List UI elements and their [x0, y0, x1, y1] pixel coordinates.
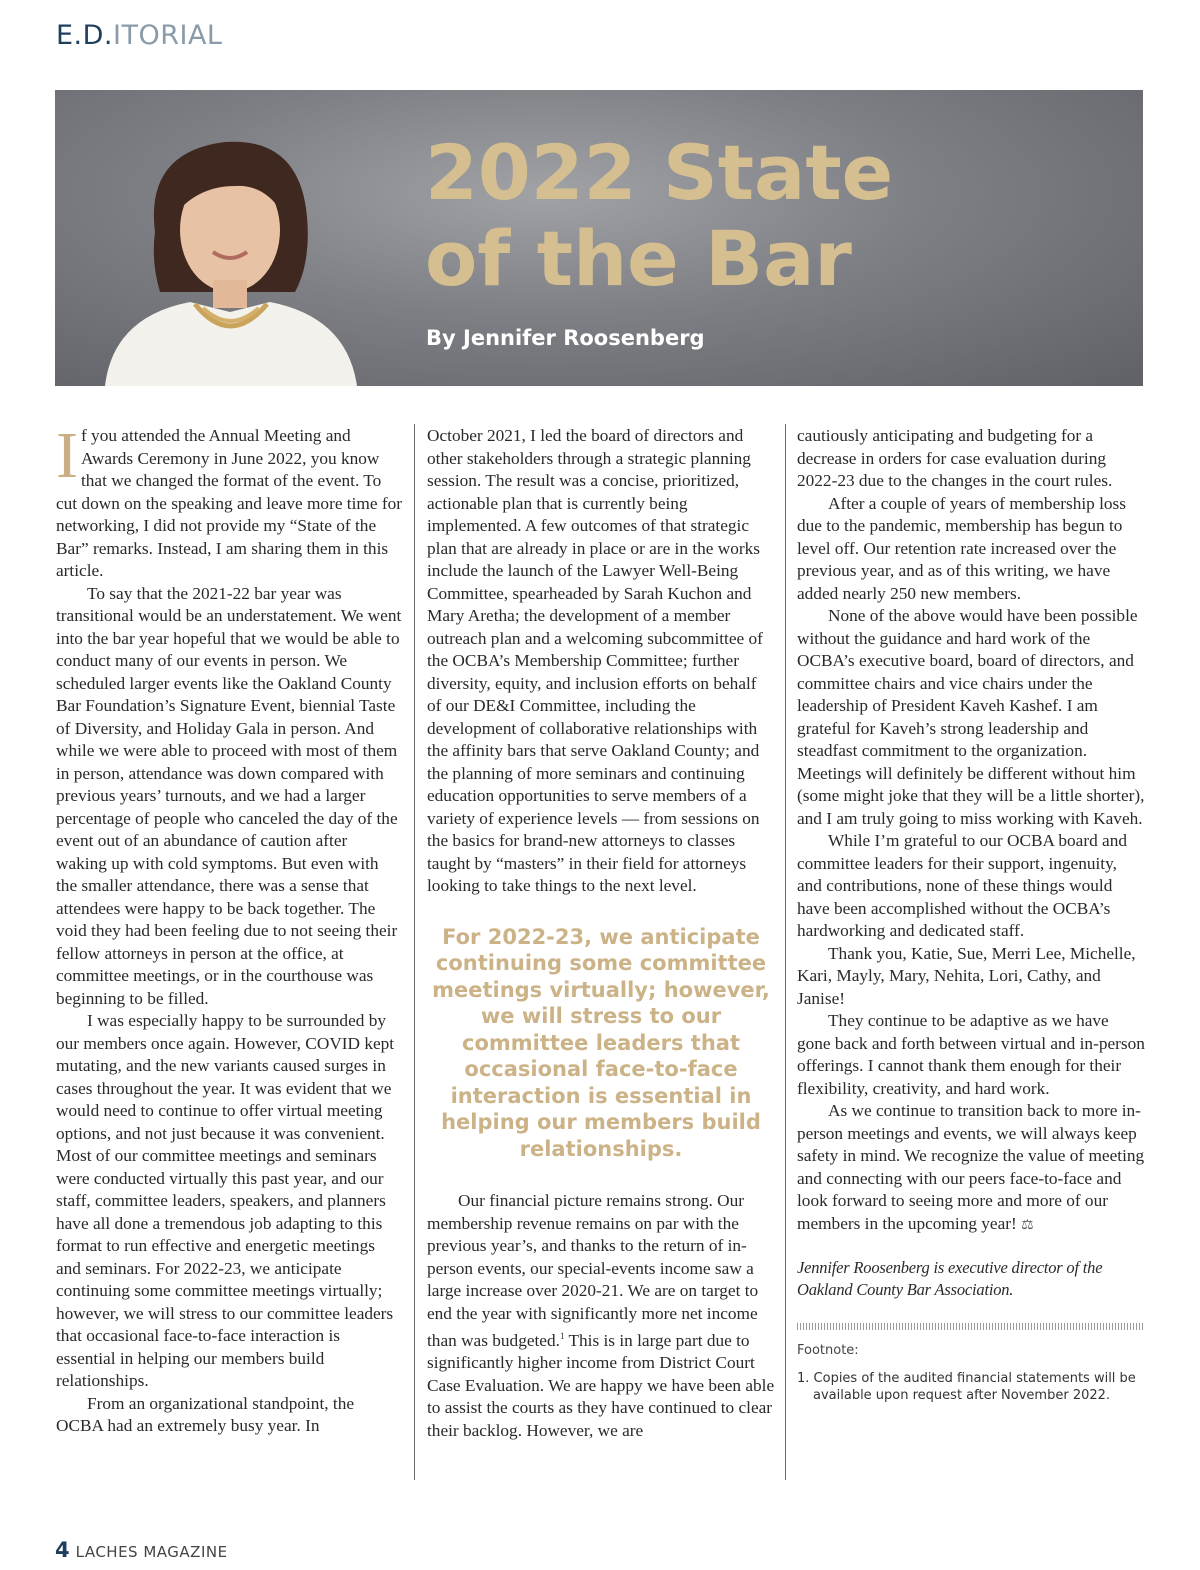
article-title-line-2: of the Bar — [425, 214, 852, 303]
author-bio: Jennifer Roosenberg is executive director of the Oakland County Bar Association. — [797, 1258, 1103, 1299]
article-column-1 — [56, 425, 402, 1483]
hero-banner — [55, 90, 1143, 386]
footnote-label: Footnote: — [797, 1343, 859, 1358]
article-byline: By Jennifer Roosenberg — [426, 326, 705, 350]
column-rule-1 — [414, 424, 415, 1480]
author-portrait-icon — [85, 112, 375, 386]
article-paragraph — [56, 425, 402, 583]
article-column-3 — [797, 425, 1145, 1483]
pull-quote: For 2022-23, we anticipate continuing some committee meetings virtually; however, we will stress to our committee leaders that occasional face-to-face interaction is essential in helping our members build relationships. — [432, 924, 770, 1161]
article-paragraph: From an organizational standpoint, the OCBA had an extremely busy year. In — [56, 1393, 355, 1435]
footnote-ref[interactable]: 1 — [559, 1331, 565, 1341]
article-paragraph: I was especially happy to be surrounded by our members once again. However, COVID kept mutating, and the new variants caused surges in cases throughout the year. It was evident that we would need to continue to offer virtual meeting options, and not just because it was convenient. Most of our committee meetings and seminars were conducted virtually this past year, and our staff, committee leaders, speakers, and planners have all done a tremendous job adapting to this format to run effective and energetic meetings and seminars. For 2022-23, we anticipate continuing some committee meetings virtually; however, we will stress to our committee leaders that occasional face-to-face interaction is essential in helping our members build relationships. — [56, 1011, 395, 1390]
article-paragraph — [427, 1190, 775, 1442]
section-header — [56, 20, 222, 51]
article-paragraph: October 2021, I led the board of directors and other stakeholders through a strategic planning session. The result was a concise, prioritized, actionable plan that is currently being implemented. A few outcomes of that strategic plan that are already in place or are in the works include the launch of the Lawyer Well-Being Committee, spearheaded by Sarah Kuchon and Mary Aretha; the development of a member outreach plan and a welcoming subcommittee of the OCBA’s Membership Committee; further diversity, equity, and inclusion efforts on behalf of our DE&I Committee, including the development of collaborative relationships with the affinity bars that serve Oakland County; and the planning of more seminars and continuing education opportunities to serve members of a variety of experience levels — from sessions on the basics for brand-new attorneys to classes taught by “masters” in their field for attorneys looking to take things to the next level. — [427, 426, 763, 895]
section-header-brand: E.D. — [56, 20, 114, 51]
article-paragraph: None of the above would have been possible without the guidance and hard work of the OCBA’s executive board, board of directors, and committee chairs and vice chairs under the leadership of President Kaveh Kashef. I am grateful for Kaveh’s strong leadership and steadfast commitment to the organization. Meetings will definitely be different without him (some might joke that they will be a little shorter), and I am truly going to miss working with Kaveh. — [797, 606, 1145, 828]
article-paragraph — [797, 1100, 1145, 1237]
scales-end-icon: ⚖ — [1021, 1217, 1034, 1233]
article-paragraph: Thank you, Katie, Sue, Merri Lee, Michelle, Kari, Mayly, Mary, Nehita, Lori, Cathy, and Janise! — [797, 943, 1136, 1008]
paragraph-text: As we continue to transition back to more in-person meetings and events, we will always keep safety in mind. We recognize the value of meeting and connecting with our peers face-to-face and look forward to seeing more and more of our members in the upcoming year! — [797, 1101, 1145, 1233]
article-paragraph: To say that the 2021-22 bar year was transitional would be an understatement. We went into the bar year hopeful that we would be able to conduct many of our events in person. We scheduled larger events like the Oakland County Bar Foundation’s Signature Event, biennial Taste of Diversity, and Holiday Gala in person. And while we were able to proceed with most of them in person, attendance was down compared with previous years’ turnouts, and we had a larger percentage of people who canceled the day of the event out of an abundance of caution after waking up with cold symptoms. But even with the smaller attendance, there was a sense that attendees were happy to be back together. The void they had been feeling due to not seeing their fellow attorneys in person at the office, at committee meetings, or in the courthouse was beginning to be filled. — [56, 583, 402, 1008]
magazine-name: LACHES MAGAZINE — [75, 1543, 228, 1561]
article-title-line-1: 2022 State — [425, 128, 894, 217]
section-header-rest: ITORIAL — [113, 20, 223, 51]
article-title — [425, 130, 985, 302]
paragraph-text: Our financial picture remains strong. Our membership revenue remains on par with the previous year’s, and thanks to the return of in-person events, our special-events income saw a large increase over 2020-21. We are on target to end the year with significantly more net income than was budgeted. — [427, 1191, 759, 1350]
paragraph-text: This is in large part due to significantly higher income from District Court Case Evaluation. We are happy we have been able to assist the courts as they have continued to clear their backlog. However, we are — [427, 1330, 775, 1440]
article-column-2 — [427, 425, 775, 1483]
paragraph-text: f you attended the Annual Meeting and Awards Ceremony in June 2022, you know that we changed the format of the event. To cut down on the speaking and leave more time for networking, I did not provide my “State of the Bar” remarks. Instead, I am sharing them in this article. — [56, 426, 402, 580]
page-footer — [55, 1538, 228, 1562]
article-paragraph: After a couple of years of membership loss due to the pandemic, membership has begun to level off. Our retention rate increased over the previous year, and as of this writing, we have added nearly 250 new members. — [797, 493, 1127, 603]
article-paragraph: While I’m grateful to our OCBA board and committee leaders for their support, ingenuity, and contributions, none of these things would have been accomplished without the OCBA’s hardworking and dedicated staff. — [797, 831, 1127, 940]
page-number: 4 — [55, 1538, 70, 1562]
footnote-item: 1. Copies of the audited financial statements will be available upon request after November 2022. — [797, 1370, 1136, 1403]
article-paragraph: cautiously anticipating and budgeting for a decrease in orders for case evaluation during 2022-23 due to the changes in the court rules. — [797, 426, 1113, 490]
column-rule-2 — [785, 424, 786, 1480]
drop-cap: I — [56, 425, 78, 492]
footnote-divider — [797, 1323, 1145, 1330]
article-paragraph: They continue to be adaptive as we have gone back and forth between virtual and in-person offerings. I cannot thank them enough for their flexibility, creativity, and hard work. — [797, 1011, 1145, 1098]
